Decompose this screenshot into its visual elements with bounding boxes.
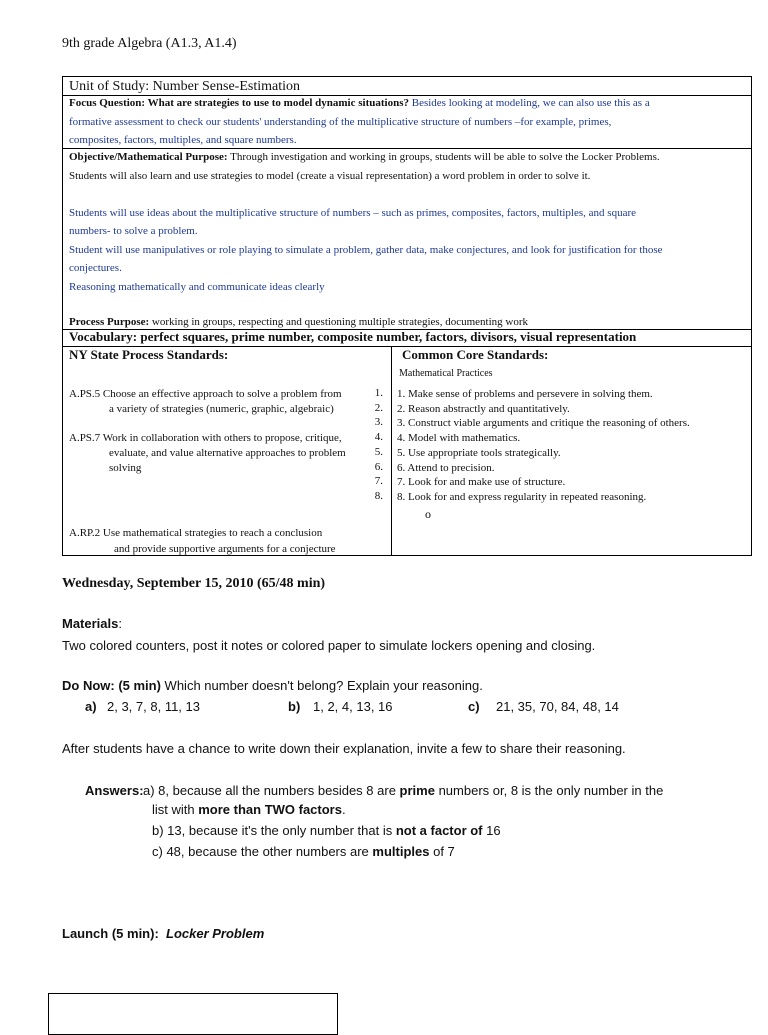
list-number: 1. xyxy=(374,387,383,399)
standard-aps7-cont: solving xyxy=(109,462,142,474)
materials-colon: : xyxy=(118,616,122,631)
focus-question xyxy=(69,94,745,150)
vocabulary: Vocabulary: perfect squares, prime number, composite number, factors, divisors, visual representation xyxy=(69,329,637,344)
standard-aps7-cont: evaluate, and value alternative approaches to problem xyxy=(109,447,346,459)
standard-arp2: A.RP.2 Use mathematical strategies to reach a conclusion xyxy=(69,527,323,539)
objective-goal: Reasoning mathematically and communicate ideas clearly xyxy=(69,280,325,293)
standard-aps7: A.PS.7 Work in collaboration with others to propose, critique, xyxy=(69,432,342,444)
focus-text: formative assessment to check our students' understanding of the multiplicative structure of numbers –for example, primes, xyxy=(69,115,612,128)
standard-arp2-cont: and provide supportive arguments for a conjecture xyxy=(114,543,336,555)
objective-goal: conjectures. xyxy=(69,262,122,274)
list-number: 7. xyxy=(374,475,383,487)
option-values: 1, 2, 4, 13, 16 xyxy=(313,699,393,714)
answer-text: numbers or, 8 is the only number in the xyxy=(434,783,664,798)
answer-text: b) 13, because it's the only number that is xyxy=(152,823,396,838)
objective-goal: Students will use ideas about the multiplicative structure of numbers – such as primes, composites, factors, multiples, and square xyxy=(69,206,636,219)
do-now-label: Do Now: (5 min) xyxy=(62,678,161,693)
practice-item: 2. Reason abstractly and quantitatively. xyxy=(397,403,570,415)
list-number: 6. xyxy=(374,461,383,473)
objective-text: Through investigation and working in groups, students will be able to solve the Locker Problems. xyxy=(227,151,660,163)
math-practices-heading: Mathematical Practices xyxy=(399,368,493,379)
practice-item: 7. Look for and make use of structure. xyxy=(397,476,566,488)
objective-goal: numbers- to solve a problem. xyxy=(69,225,198,237)
launch-title: Locker Problem xyxy=(166,926,265,941)
answer-emphasis: multiples xyxy=(372,844,430,859)
answer-b xyxy=(152,823,501,838)
common-core-heading: Common Core Standards: xyxy=(402,347,549,362)
focus-text: composites, factors, multiples, and square numbers. xyxy=(69,134,297,146)
objective-text: Students will also learn and use strategies to model (create a visual representation) a word problem in order to solve it. xyxy=(69,169,591,182)
materials-text: Two colored counters, post it notes or colored paper to simulate lockers opening and closing. xyxy=(62,638,596,653)
focus-label: Focus Question: What are strategies to use to model dynamic situations? xyxy=(69,97,409,109)
do-now xyxy=(62,678,483,693)
answer-emphasis: more than TWO factors xyxy=(198,802,342,817)
option-label: b) xyxy=(288,699,301,714)
materials-label: Materials xyxy=(62,616,119,631)
unit-plan-table xyxy=(62,76,752,556)
lesson-date: Wednesday, September 15, 2010 (65/48 min) xyxy=(62,576,326,591)
objective-goal: Student will use manipulatives or role playing to simulate a problem, gather data, make conjectures, and look for justification for those xyxy=(69,243,663,256)
after-instructions: After students have a chance to write down their explanation, invite a few to share their reasoning. xyxy=(62,741,626,756)
list-number: 4. xyxy=(374,431,383,443)
list-number: 2. xyxy=(374,402,383,414)
practice-item: 8. Look for and express regularity in repeated reasoning. xyxy=(397,491,647,503)
do-now-text: Which number doesn't belong? Explain your reasoning. xyxy=(160,678,483,693)
practice-item: 3. Construct viable arguments and critique the reasoning of others. xyxy=(397,417,690,429)
standard-aps5-cont: a variety of strategies (numeric, graphic, algebraic) xyxy=(109,403,334,415)
process-label: Process Purpose: xyxy=(69,316,150,328)
practice-item: 6. Attend to precision. xyxy=(397,462,495,474)
column-divider xyxy=(391,346,392,555)
list-number: 8. xyxy=(374,490,383,502)
answer-text: of 7 xyxy=(429,844,455,859)
objective-label: Objective/Mathematical Purpose: xyxy=(69,151,228,163)
list-number: 3. xyxy=(374,416,383,428)
answer-emphasis: not a factor of xyxy=(395,823,483,838)
practice-item: 4. Model with mathematics. xyxy=(397,432,521,444)
answers-label: Answers: xyxy=(85,783,144,798)
process-text: working in groups, respecting and questioning multiple strategies, documenting work xyxy=(149,316,528,328)
answer-c xyxy=(152,844,455,859)
empty-text-box xyxy=(48,993,338,1035)
objective-block xyxy=(69,148,745,296)
launch-label: Launch (5 min): xyxy=(62,926,159,941)
answer-text: c) 48, because the other numbers are xyxy=(152,844,373,859)
ny-standards-heading: NY State Process Standards: xyxy=(69,347,229,362)
option-label: a) xyxy=(85,699,97,714)
practice-item: 1. Make sense of problems and persevere in solving them. xyxy=(397,388,653,400)
unit-title: Unit of Study: Number Sense-Estimation xyxy=(69,79,300,94)
answer-text: . xyxy=(341,802,346,817)
answer-text: 16 xyxy=(482,823,501,838)
answer-a xyxy=(143,783,663,798)
standard-aps5: A.PS.5 Choose an effective approach to solve a problem from xyxy=(69,388,342,400)
focus-text: Besides looking at modeling, we can also use this as a xyxy=(408,97,650,109)
materials-heading xyxy=(62,616,122,631)
answer-emphasis: prime xyxy=(399,783,435,798)
option-values: 2, 3, 7, 8, 11, 13 xyxy=(107,699,200,714)
list-number: 5. xyxy=(374,446,383,458)
course-header: 9th grade Algebra (A1.3, A1.4) xyxy=(62,36,237,51)
option-values: 21, 35, 70, 84, 48, 14 xyxy=(496,699,619,714)
bullet-marker: o xyxy=(425,507,431,521)
practice-item: 5. Use appropriate tools strategically. xyxy=(397,447,561,459)
launch-heading xyxy=(62,926,264,941)
answer-text: list with xyxy=(152,802,199,817)
answer-a-cont xyxy=(152,802,346,817)
option-label: c) xyxy=(468,699,480,714)
answer-text: a) 8, because all the numbers besides 8 are xyxy=(143,783,400,798)
